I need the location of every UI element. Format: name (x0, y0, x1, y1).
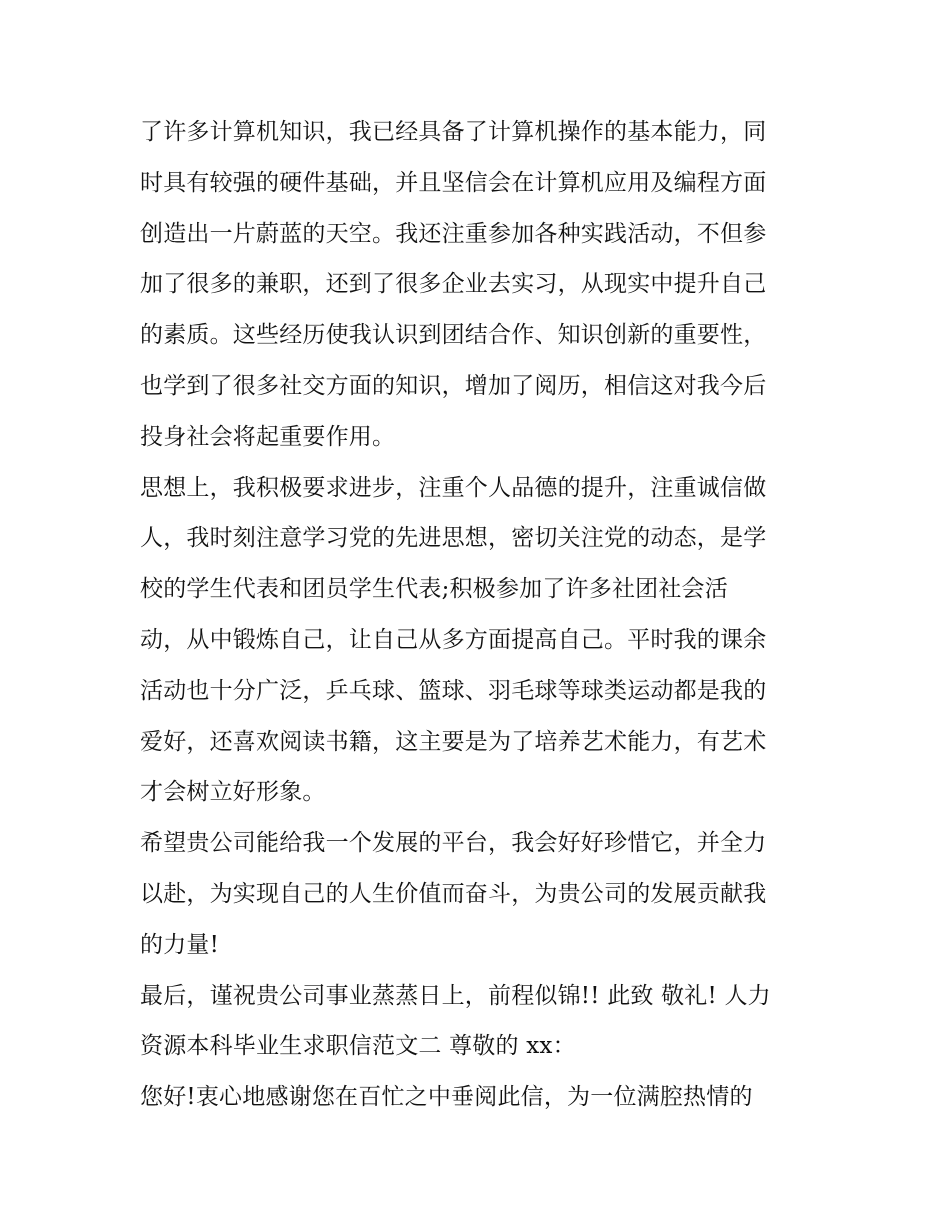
document-body (140, 107, 830, 1123)
text-line: 希望贵公司能给我一个发展的平台，我会好好珍惜它，并全力 (140, 830, 767, 857)
text-line: 的素质。这些经历使我认识到团结合作、知识创新的重要性， (140, 322, 767, 349)
text-line: 加了很多的兼职，还到了很多企业去实习，从现实中提升自己 (140, 271, 767, 298)
text-line: 的力量! (140, 931, 220, 958)
text-line: 最后，谨祝贵公司事业蒸蒸日上，前程似锦!! 此致 敬礼! 人力 (140, 982, 771, 1009)
text-line: 才会树立好形象。 (140, 779, 326, 806)
text-line: 活动也十分广泛，乒乓球、篮球、羽毛球等球类运动都是我的 (140, 677, 767, 704)
text-line: 您好!衷心地感谢您在百忙之中垂阅此信，为一位满腔热情的 (140, 1084, 753, 1111)
text-line: 时具有较强的硬件基础，并且坚信会在计算机应用及编程方面 (140, 169, 767, 196)
text-line: 人，我时刻注意学习党的先进思想，密切关注党的动态，是学 (140, 525, 767, 552)
text-line: 投身社会将起重要作用。 (140, 423, 396, 450)
text-line: 也学到了很多社交方面的知识，增加了阅历，相信这对我今后 (140, 372, 767, 399)
text-line: 爱好，还喜欢阅读书籍，这主要是为了培养艺术能力，有艺术 (140, 728, 767, 755)
text-line: 了许多计算机知识，我已经具备了计算机操作的基本能力，同 (140, 119, 767, 145)
text-line: 动，从中锻炼自己，让自己从多方面提高自己。平时我的课余 (140, 626, 767, 653)
text-line: 资源本科毕业生求职信范文二 尊敬的 xx： (140, 1033, 576, 1060)
text-line: 创造出一片蔚蓝的天空。我还注重参加各种实践活动，不但参 (140, 220, 767, 247)
text-line: 校的学生代表和团员学生代表;积极参加了许多社团社会活 (140, 576, 728, 603)
text-line: 以赴，为实现自己的人生价值而奋斗，为贵公司的发展贡献我 (140, 880, 767, 907)
text-line: 思想上，我积极要求进步，注重个人品德的提升，注重诚信做 (140, 474, 767, 501)
